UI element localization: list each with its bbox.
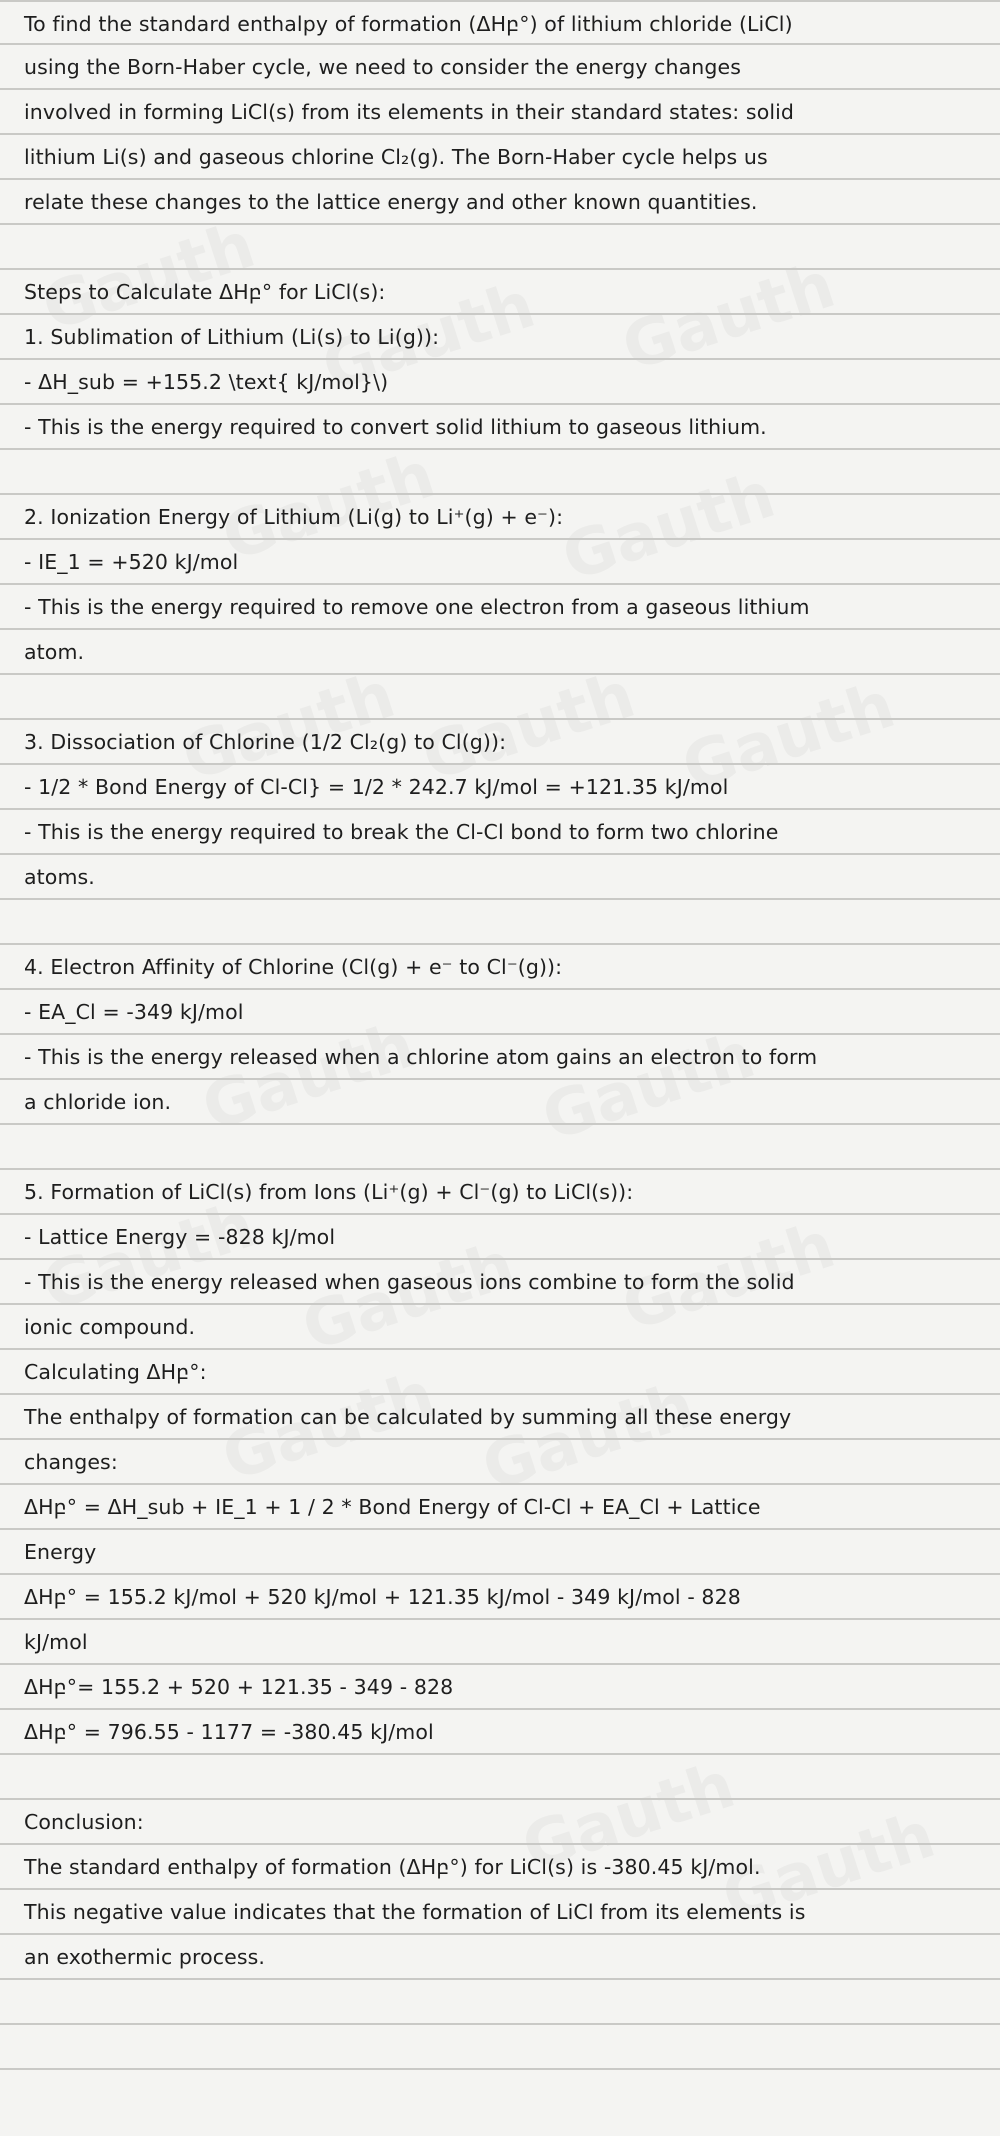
text-line: changes: (0, 1440, 1000, 1485)
text-line: - This is the energy released when a chlorine atom gains an electron to form (0, 1035, 1000, 1080)
text-line: The enthalpy of formation can be calculated by summing all these energy (0, 1395, 1000, 1440)
text-line: - This is the energy required to break the Cl-Cl bond to form two chlorine (0, 810, 1000, 855)
blank-line (0, 1755, 1000, 1800)
text-line: ΔHբ°= 155.2 + 520 + 121.35 - 349 - 828 (0, 1665, 1000, 1710)
text-line: 3. Dissociation of Chlorine (1/2 Cl₂(g) to Cl(g)): (0, 720, 1000, 765)
text-line: - 1/2 * Bond Energy of Cl-Cl} = 1/2 * 242.7 kJ/mol = +121.35 kJ/mol (0, 765, 1000, 810)
text-line: Conclusion: (0, 1800, 1000, 1845)
text-line: - Lattice Energy = -828 kJ/mol (0, 1215, 1000, 1260)
blank-line (0, 225, 1000, 270)
text-line: Calculating ΔHբ°: (0, 1350, 1000, 1395)
text-line: ionic compound. (0, 1305, 1000, 1350)
text-line: - EA_Cl = -349 kJ/mol (0, 990, 1000, 1035)
text-line: 2. Ionization Energy of Lithium (Li(g) to Li⁺(g) + e⁻): (0, 495, 1000, 540)
text-line: - This is the energy required to convert solid lithium to gaseous lithium. (0, 405, 1000, 450)
text-line: kJ/mol (0, 1620, 1000, 1665)
blank-line (0, 1125, 1000, 1170)
text-line: a chloride ion. (0, 1080, 1000, 1125)
text-line: ΔHբ° = 796.55 - 1177 = -380.45 kJ/mol (0, 1710, 1000, 1755)
text-line: involved in forming LiCl(s) from its elements in their standard states: solid (0, 90, 1000, 135)
blank-line (0, 900, 1000, 945)
text-line: 4. Electron Affinity of Chlorine (Cl(g) + e⁻ to Cl⁻(g)): (0, 945, 1000, 990)
text-line: atom. (0, 630, 1000, 675)
text-line: lithium Li(s) and gaseous chlorine Cl₂(g). The Born-Haber cycle helps us (0, 135, 1000, 180)
text-line: relate these changes to the lattice energy and other known quantities. (0, 180, 1000, 225)
text-line: atoms. (0, 855, 1000, 900)
text-line: ΔHբ° = 155.2 kJ/mol + 520 kJ/mol + 121.35 kJ/mol - 349 kJ/mol - 828 (0, 1575, 1000, 1620)
text-line: Energy (0, 1530, 1000, 1575)
blank-line (0, 675, 1000, 720)
text-line: 1. Sublimation of Lithium (Li(s) to Li(g)): (0, 315, 1000, 360)
text-line: using the Born-Haber cycle, we need to consider the energy changes (0, 45, 1000, 90)
text-line: This negative value indicates that the formation of LiCl from its elements is (0, 1890, 1000, 1935)
blank-line (0, 1980, 1000, 2025)
text-line: - This is the energy released when gaseous ions combine to form the solid (0, 1260, 1000, 1305)
text-line: an exothermic process. (0, 1935, 1000, 1980)
text-line: - ΔH_sub = +155.2 \text{ kJ/mol}\) (0, 360, 1000, 405)
text-line: To find the standard enthalpy of formation (ΔHբ°) of lithium chloride (LiCl) (0, 0, 1000, 45)
text-line: - This is the energy required to remove one electron from a gaseous lithium (0, 585, 1000, 630)
blank-line (0, 450, 1000, 495)
text-line: 5. Formation of LiCl(s) from Ions (Li⁺(g) + Cl⁻(g) to LiCl(s)): (0, 1170, 1000, 1215)
text-line: - IE_1 = +520 kJ/mol (0, 540, 1000, 585)
blank-line (0, 2025, 1000, 2070)
text-line: Steps to Calculate ΔHբ° for LiCl(s): (0, 270, 1000, 315)
text-line: The standard enthalpy of formation (ΔHբ°) for LiCl(s) is -380.45 kJ/mol. (0, 1845, 1000, 1890)
text-line: ΔHբ° = ΔH_sub + IE_1 + 1 / 2 * Bond Energy of Cl-Cl + EA_Cl + Lattice (0, 1485, 1000, 1530)
